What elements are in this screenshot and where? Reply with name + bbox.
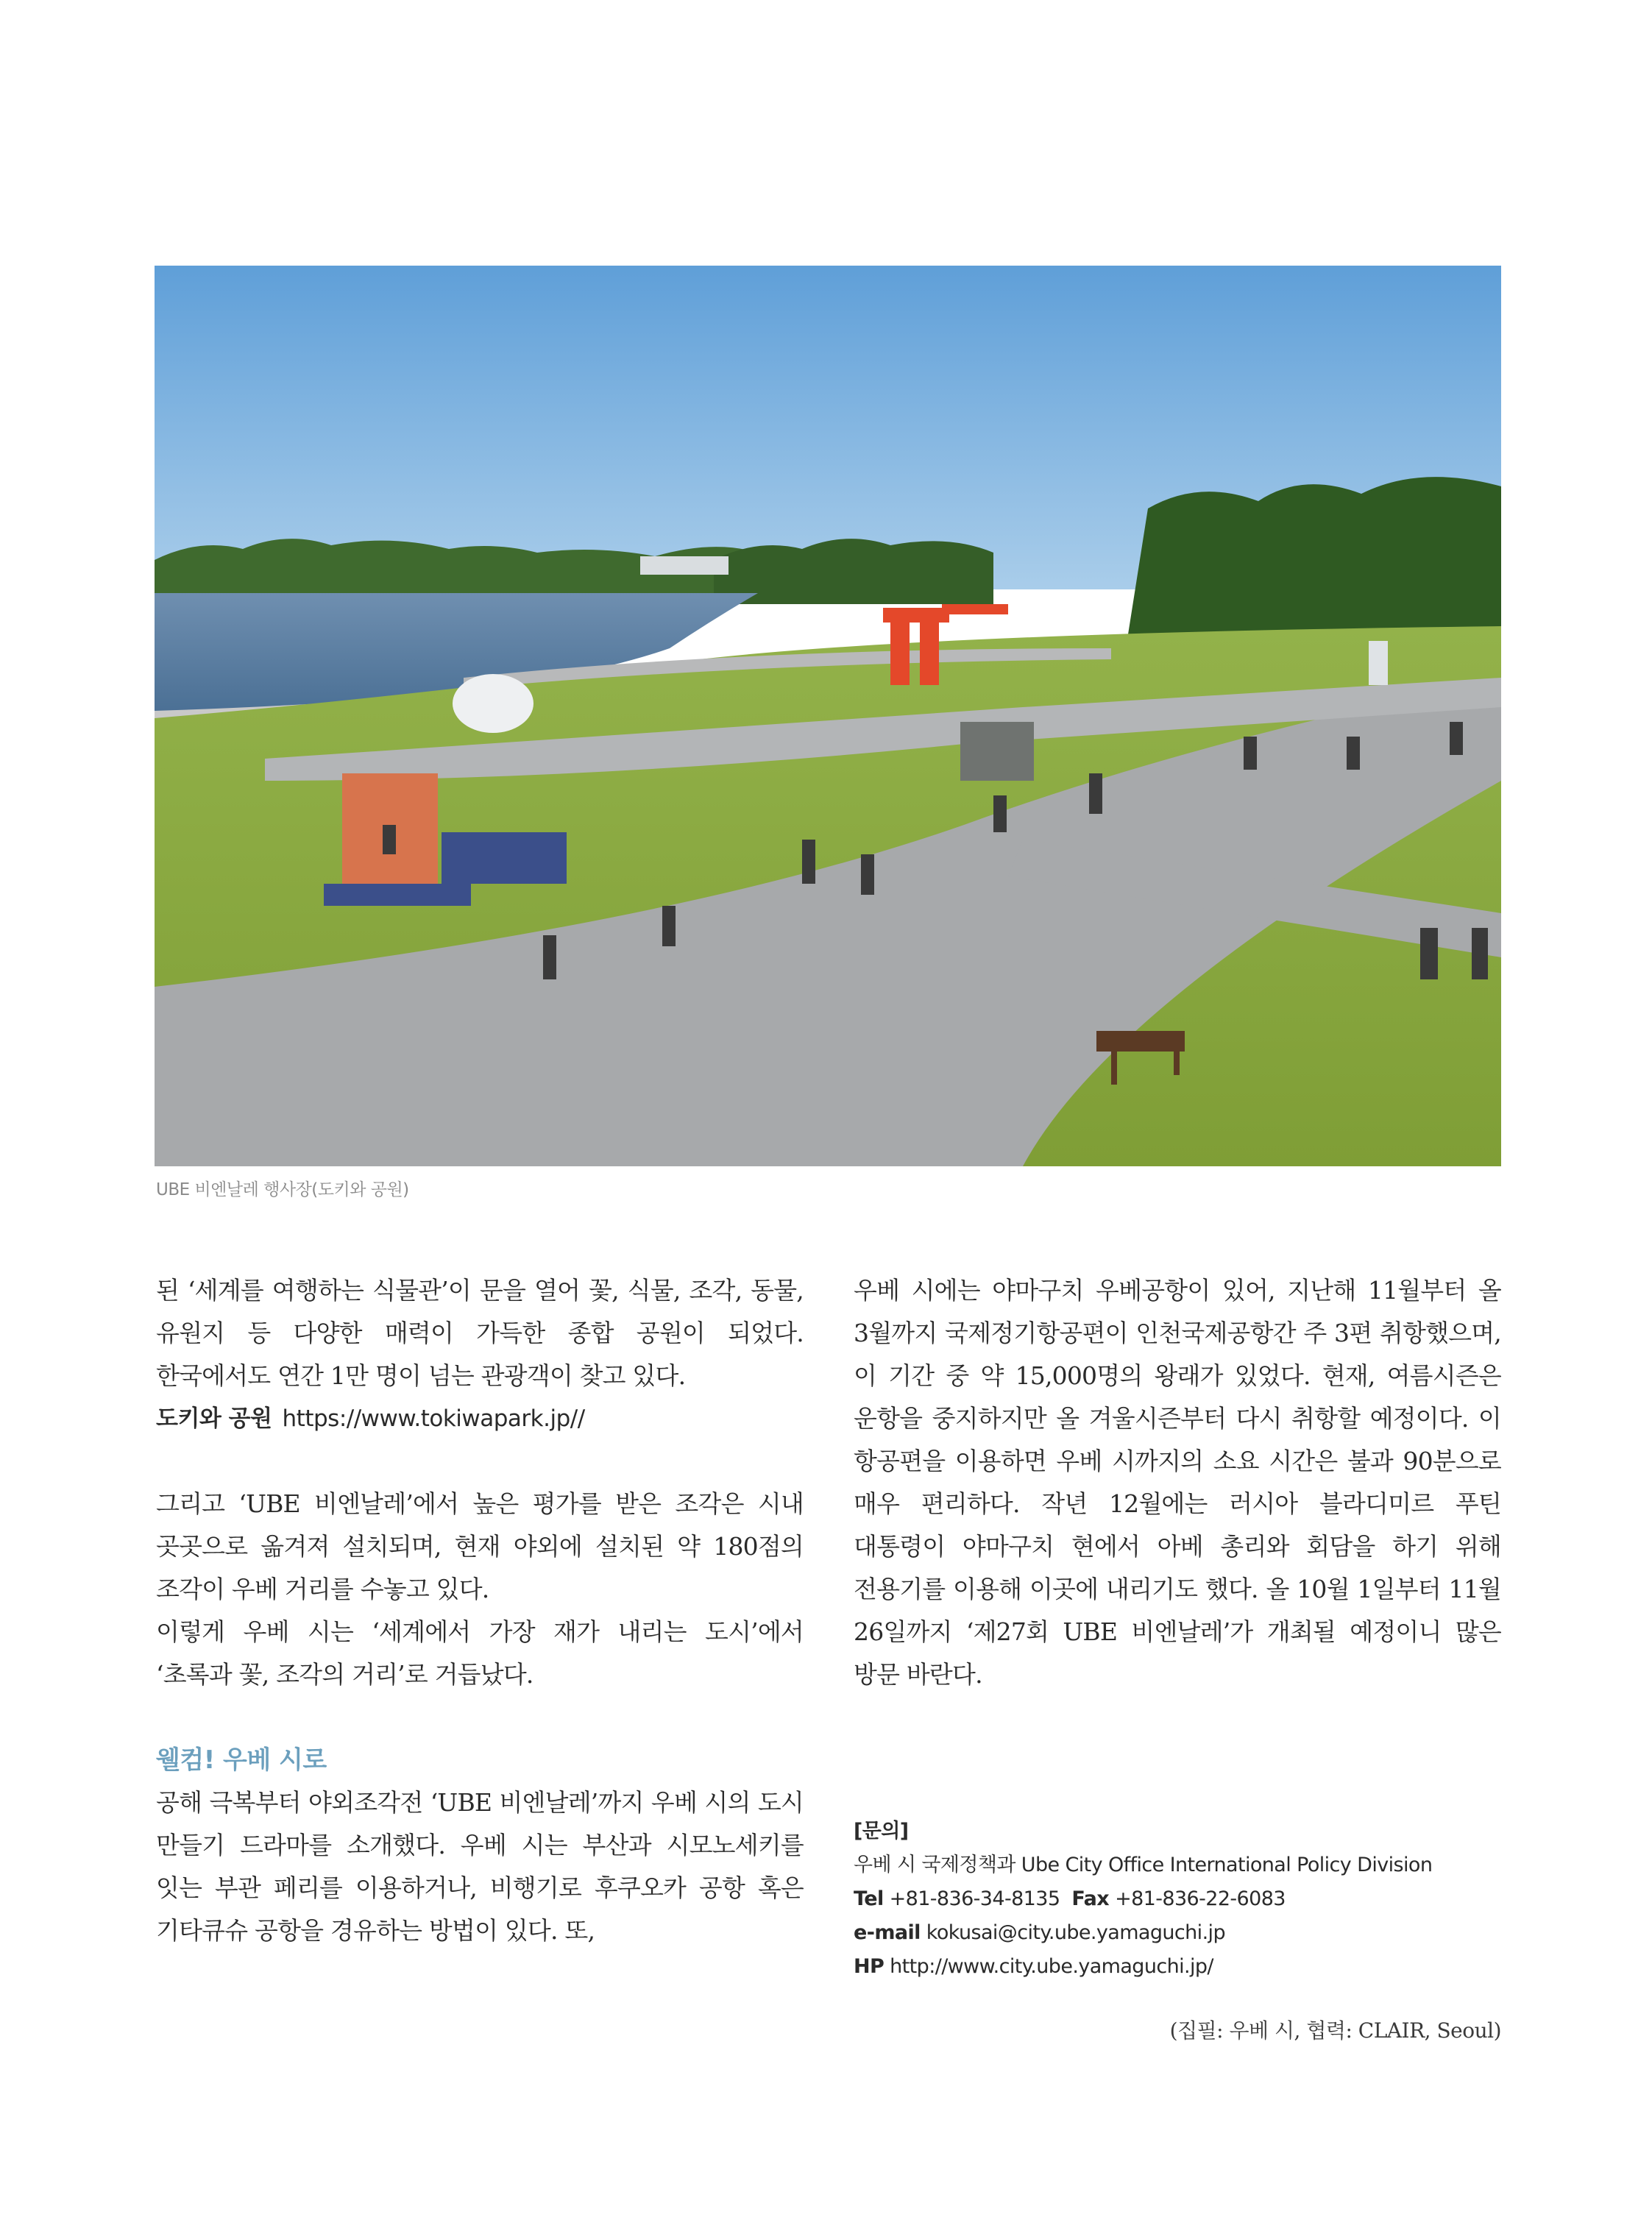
contact-hp-line: [854, 1950, 1501, 1984]
email-value[interactable]: kokusai@city.ube.yamaguchi.jp: [926, 1921, 1225, 1944]
left-paragraph-3: 이렇게 우베 시는 ‘세계에서 가장 재가 내리는 도시’에서 ‘초록과 꽃, 조각의 거리’로 거듭났다.: [156, 1617, 804, 1689]
right-paragraph-1: 우베 시에는 야마구치 우베공항이 있어, 지난해 11월부터 올 3월까지 국제정기항공편이 인천국제공항간 주 3편 취항했으며, 이 기간 중 약 15,000명의 왕래가 있었다. 현재, 여름시즌은 운항을 중지하지만 올 겨울시즌부터 다시 취항할 예정이다. 이 항공편을 이용하면 우베 시까지의 소요 시간은 불과 90분으로 매우 편리하다. 작년 12월에는 러시아 블라디미르 푸틴 대통령이 야마구치 현에서 아베 총리와 회담을 하기 위해 전용기를 이용해 이곳에 내리기도 했다. 올 10월 1일부터 11월 26일까지 ‘제27회 UBE 비엔날레’가 개최될 예정이니 많은 방문 바란다.: [854, 1276, 1501, 1689]
fax-value: +81-836-22-6083: [1115, 1887, 1286, 1910]
left-paragraph-1: 된 ‘세계를 여행하는 식물관’이 문을 열어 꽃, 식물, 조각, 동물, 유원지 등 다양한 매력이 가득한 종합 공원이 되었다. 한국에서도 연간 1만 명이 넘는 관광객이 찾고 있다.: [156, 1276, 804, 1390]
photo-caption: UBE 비엔날레 행사장(도키와 공원): [156, 1180, 409, 1199]
section-title: 웰컴! 우베 시로: [156, 1745, 327, 1775]
fax-label: Fax: [1071, 1887, 1110, 1910]
contact-email-line: [854, 1916, 1501, 1950]
contact-block: [854, 1815, 1501, 1984]
paragraph-gap: [156, 1696, 804, 1739]
tel-value: +81-836-34-8135: [889, 1887, 1060, 1910]
park-link-line: [156, 1397, 804, 1440]
contact-office: 우베 시 국제정책과 Ube City Office International Policy Division: [854, 1854, 1433, 1876]
right-column: [854, 1269, 1501, 1696]
hp-label: HP: [854, 1955, 885, 1978]
tel-label: Tel: [854, 1887, 884, 1910]
park-illustration: [155, 266, 1501, 1166]
park-photo: [155, 266, 1501, 1166]
author-credit: (집필: 우베 시, 협력: CLAIR, Seoul): [1169, 2018, 1501, 2043]
park-link-label: 도키와 공원: [156, 1405, 272, 1432]
contact-heading: [문의]: [854, 1820, 909, 1843]
paragraph-gap: [156, 1440, 804, 1483]
park-link-url[interactable]: https://www.tokiwapark.jp//: [282, 1405, 585, 1432]
hp-value[interactable]: http://www.city.ube.yamaguchi.jp/: [890, 1955, 1213, 1978]
left-paragraph-4: 공해 극복부터 야외조각전 ‘UBE 비엔날레’까지 우베 시의 도시 만들기 드라마를 소개했다. 우베 시는 부산과 시모노세키를 잇는 부관 페리를 이용하거나, 비행기로 후쿠오카 공항 혹은 기타큐슈 공항을 경유하는 방법이 있다. 또,: [156, 1788, 804, 1945]
contact-phone-line: [854, 1882, 1501, 1916]
email-label: e-mail: [854, 1921, 921, 1944]
left-column: [156, 1269, 804, 1952]
left-paragraph-2: 그리고 ‘UBE 비엔날레’에서 높은 평가를 받은 조각은 시내 곳곳으로 옮겨져 설치되며, 현재 야외에 설치된 약 180점의 조각이 우베 거리를 수놓고 있다.: [156, 1489, 804, 1603]
